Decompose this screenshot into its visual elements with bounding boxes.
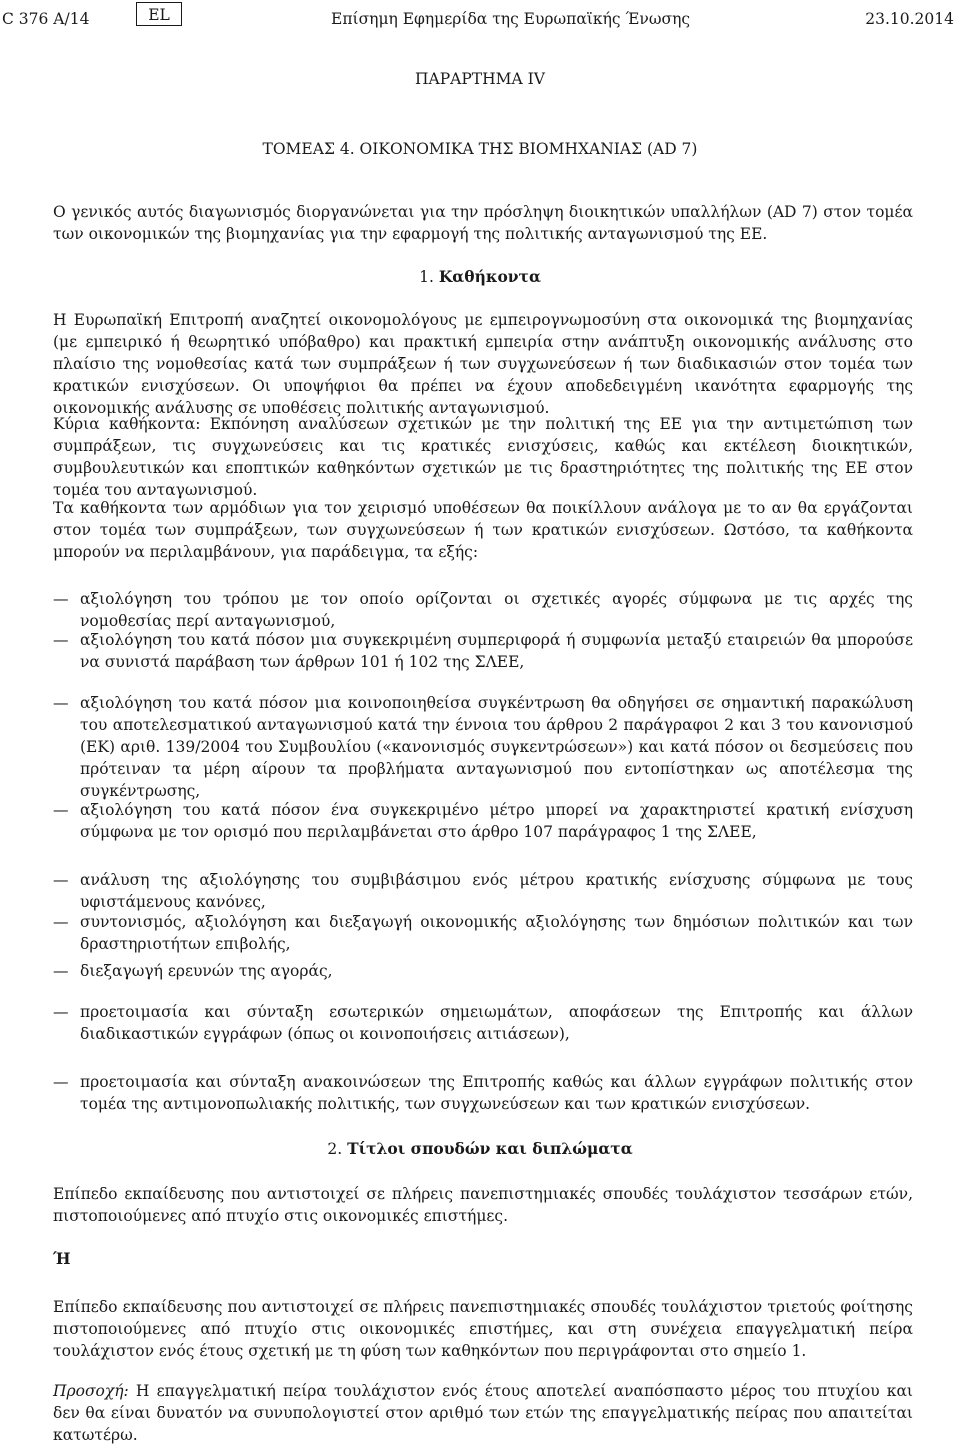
journal-reference: C 376 Α/14 xyxy=(2,10,90,28)
dash-bullet: — xyxy=(53,801,69,819)
task-text: αξιολόγηση του κατά πόσον μια κοινοποιηθείσα συγκέντρωση θα οδηγήσει σε σημαντική παρακώλυση του αποτελεσματικού ανταγωνισμού κατά την έννοια του άρθρου 2 παράγραφοι 2 και 3 του κανονισμού (ΕΚ) αριθ. 139/2004 του Συμβουλίου («κανονισμός συγκεντρώσεων») και κατά πόσον οι δεσμεύσεις που πρότειναν τα μέρη αίρουν τα προβλήματα ανταγωνισμού που εντοπίστηκαν ως αποτέλεσμα της συγκέντρωσης, xyxy=(80,694,913,800)
task-text: διεξαγωγή ερευνών της αγοράς, xyxy=(80,962,333,980)
task-list-item xyxy=(53,799,913,843)
sector-title: ΤΟΜΕΑΣ 4. ΟΙΚΟΝΟΜΙΚΑ ΤΗΣ ΒΙΟΜΗΧΑΝΙΑΣ (AD 7) xyxy=(262,140,698,158)
task-text: αξιολόγηση του τρόπου με τον οποίο ορίζονται οι σχετικές αγορές σύμφωνα με τις αρχές της νομοθεσίας περί ανταγωνισμού, xyxy=(80,590,913,630)
note-paragraph xyxy=(53,1380,913,1446)
dash-bullet: — xyxy=(53,631,69,649)
task-text: αξιολόγηση του κατά πόσον μια συγκεκριμένη συμπεριφορά ή συμφωνία μεταξύ εταιρειών θα μπορούσε να συνιστά παράβαση των άρθρων 101 ή 102 της ΣΛΕΕ, xyxy=(80,631,913,671)
page-header xyxy=(0,0,960,34)
dash-bullet: — xyxy=(53,913,69,931)
note-text: Η επαγγελματική πείρα τουλάχιστον ενός έτους αποτελεί αναπόσπαστο μέρος του πτυχίου και δεν θα είναι δυνατόν να συνυπολογιστεί στον αριθμό των ετών της επαγγελματικής πείρας που απαιτείται κατωτέρω. xyxy=(53,1382,913,1444)
section-1-heading xyxy=(0,266,960,288)
task-list-item xyxy=(53,1001,913,1045)
annex-title: ΠΑΡΑΡΤΗΜΑ IV xyxy=(415,70,545,88)
dash-bullet: — xyxy=(53,871,69,889)
task-list-item xyxy=(53,1071,913,1115)
task-list-item xyxy=(53,588,913,632)
section-1-paragraph-2: Κύρια καθήκοντα: Εκπόνηση αναλύσεων σχετικών με την πολιτική της ΕΕ για την αντιμετώπιση των συμπράξεων, τις συγχωνεύσεις και τις κρατικές ενισχύσεις, καθώς και εκτέλεση διοικητικών, συμβουλευτικών και εποπτικών καθηκόντων σχετικών με τις δραστηριότητες της πολιτικής της ΕΕ στον τομέα του ανταγωνισμού. xyxy=(53,415,913,499)
section-2-paragraph-1: Επίπεδο εκπαίδευσης που αντιστοιχεί σε πλήρεις πανεπιστημιακές σπουδές τουλάχιστον τεσσάρων ετών, πιστοποιούμενες από πτυχίο στις οικονομικές επιστήμες. xyxy=(53,1185,913,1225)
section-2-number: 2. xyxy=(327,1140,343,1158)
dash-bullet: — xyxy=(53,962,69,980)
task-text: ανάλυση της αξιολόγησης του συμβιβάσιμου ενός μέτρου κρατικής ενίσχυσης σύμφωνα με τους υφιστάμενους κανόνες, xyxy=(80,871,913,911)
task-text: συντονισμός, αξιολόγηση και διεξαγωγή οικονομικής αξιολόγησης των δημόσιων πολιτικών και των δραστηριοτήτων επιβολής, xyxy=(80,913,913,953)
dash-bullet: — xyxy=(53,1003,69,1021)
task-text: προετοιμασία και σύνταξη ανακοινώσεων της Επιτροπής καθώς και άλλων εγγράφων πολιτικής στον τομέα της αντιμονοπωλιακής πολιτικής, των συγχωνεύσεων και των κρατικών ενισχύσεων. xyxy=(80,1073,913,1113)
task-list-item xyxy=(53,692,913,802)
publication-date: 23.10.2014 xyxy=(865,10,954,28)
task-list-item xyxy=(53,960,913,982)
task-list-item xyxy=(53,911,913,955)
task-text: αξιολόγηση του κατά πόσον ένα συγκεκριμένο μέτρο μπορεί να χαρακτηριστεί κρατική ενίσχυση σύμφωνα με τον ορισμό που περιλαμβάνεται στο άρθρο 107 παράγραφος 1 της ΣΛΕΕ, xyxy=(80,801,913,841)
task-list-item xyxy=(53,869,913,913)
task-text: προετοιμασία και σύνταξη εσωτερικών σημειωμάτων, αποφάσεων της Επιτροπής και άλλων διαδικαστικών εγγράφων (όπως οι κοινοποιήσεις αιτιάσεων), xyxy=(80,1003,913,1043)
or-separator: Ή xyxy=(53,1249,71,1268)
dash-bullet: — xyxy=(53,694,69,712)
dash-bullet: — xyxy=(53,1073,69,1091)
section-2-heading xyxy=(0,1138,960,1160)
section-1-paragraph-3: Τα καθήκοντα των αρμόδιων για τον χειρισμό υποθέσεων θα ποικίλλουν ανάλογα με το αν θα εργάζονται στον τομέα των συμπράξεων, των συγχωνεύσεων ή των κρατικών ενισχύσεων. Ωστόσο, τα καθήκοντα μπορούν να περιλαμβάνουν, για παράδειγμα, τα εξής: xyxy=(53,499,913,561)
journal-title: Επίσημη Εφημερίδα της Ευρωπαϊκής Ένωσης xyxy=(331,10,691,28)
section-2-paragraph-2: Επίπεδο εκπαίδευσης που αντιστοιχεί σε πλήρεις πανεπιστημιακές σπουδές τουλάχιστον τριετούς φοίτησης πιστοποιούμενες από πτυχίο στις οικονομικές επιστήμες, και στη συνέχεια επαγγελματική πείρα τουλάχιστον ενός έτους σχετική με τη φύση των καθηκόντων που περιγράφονται στο σημείο 1. xyxy=(53,1298,913,1360)
dash-bullet: — xyxy=(53,590,69,608)
language-badge: EL xyxy=(136,2,182,26)
section-1-title: Καθήκοντα xyxy=(438,267,541,286)
section-2-title: Τίτλοι σπουδών και διπλώματα xyxy=(347,1139,633,1158)
section-1-paragraph-1: Η Ευρωπαϊκή Επιτροπή αναζητεί οικονομολόγους με εμπειρογνωμοσύνη στα οικονομικά της βιομηχανίας (με εμπειρικό ή θεωρητικό υπόβαθρο) και πρακτική εμπειρία στην ανάπτυξη οικονομικής ανάλυσης στο πλαίσιο της νομοθεσίας κατά των συμπράξεων ή των συγχωνεύσεων ή των διαδικασιών στον τομέα των κρατικών ενισχύσεων. Οι υποψήφιοι θα πρέπει να έχουν αποδεδειγμένη ικανότητα εφαρμογής της οικονομικής ανάλυσης σε υποθέσεις πολιτικής ανταγωνισμού. xyxy=(53,311,913,417)
section-1-number: 1. xyxy=(419,268,434,286)
task-list-item xyxy=(53,629,913,673)
note-label: Προσοχή: xyxy=(53,1382,129,1400)
intro-paragraph: Ο γενικός αυτός διαγωνισμός διοργανώνεται για την πρόσληψη διοικητικών υπαλλήλων (AD 7) στον τομέα των οικονομικών της βιομηχανίας για την εφαρμογή της πολιτικής ανταγωνισμού της ΕΕ. xyxy=(53,203,913,243)
